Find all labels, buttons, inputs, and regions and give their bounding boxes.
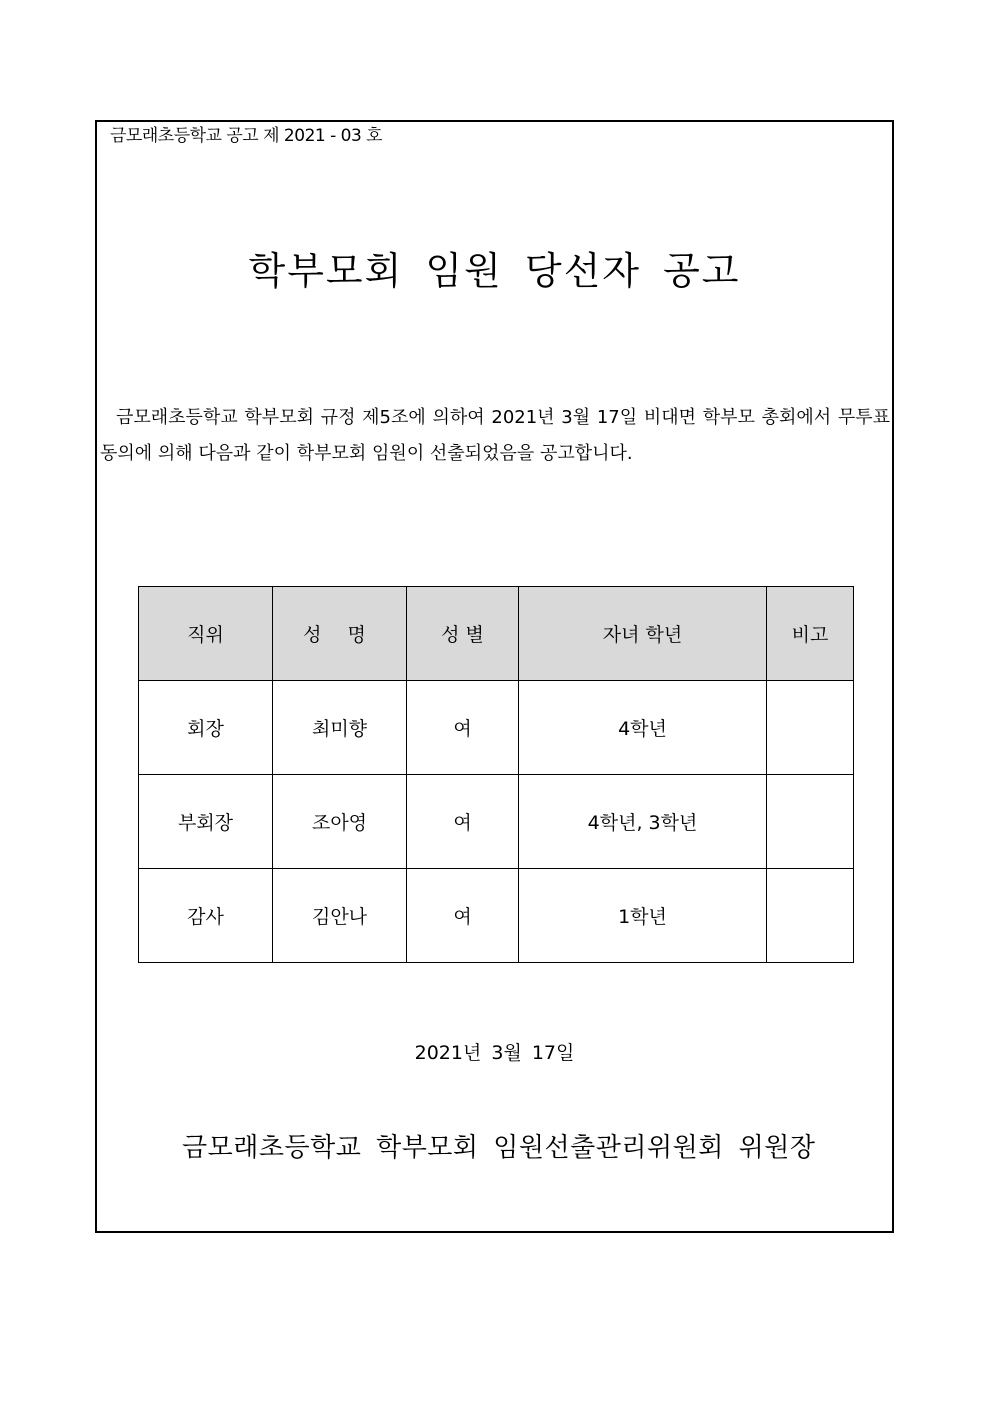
notice-body: 금모래초등학교 학부모회 규정 제5조에 의하여 2021년 3월 17일 비대면 학부모 총회에서 무투표 동의에 의해 다음과 같이 학부모회 임원이 선출되었음을 공고합니다. xyxy=(100,407,890,464)
table-row xyxy=(139,681,854,775)
cell-name: 김안나 xyxy=(273,869,407,963)
officers-table xyxy=(138,586,854,963)
table-row xyxy=(139,775,854,869)
header-position: 직위 xyxy=(139,587,273,681)
cell-position: 부회장 xyxy=(139,775,273,869)
notice-number: 금모래초등학교 공고 제 2021 - 03 호 xyxy=(110,126,383,146)
cell-child-grade: 4학년, 3학년 xyxy=(519,775,767,869)
cell-position: 감사 xyxy=(139,869,273,963)
cell-gender: 여 xyxy=(407,681,519,775)
cell-name: 조아영 xyxy=(273,775,407,869)
header-child-grade: 자녀 학년 xyxy=(519,587,767,681)
cell-gender: 여 xyxy=(407,869,519,963)
cell-name: 최미향 xyxy=(273,681,407,775)
signature-line: 금모래초등학교 학부모회 임원선출관리위원회 위원장 xyxy=(182,1133,816,1163)
cell-remarks xyxy=(767,681,854,775)
header-remarks: 비고 xyxy=(767,587,854,681)
cell-child-grade: 4학년 xyxy=(519,681,767,775)
cell-position: 회장 xyxy=(139,681,273,775)
page-title: 학부모회 임원 당선자 공고 xyxy=(248,249,741,293)
table-row xyxy=(139,869,854,963)
cell-remarks xyxy=(767,869,854,963)
cell-child-grade: 1학년 xyxy=(519,869,767,963)
header-gender: 성 별 xyxy=(407,587,519,681)
cell-remarks xyxy=(767,775,854,869)
table-header-row xyxy=(139,587,854,681)
notice-date: 2021년 3월 17일 xyxy=(414,1042,575,1064)
cell-gender: 여 xyxy=(407,775,519,869)
header-name: 성 명 xyxy=(273,587,407,681)
